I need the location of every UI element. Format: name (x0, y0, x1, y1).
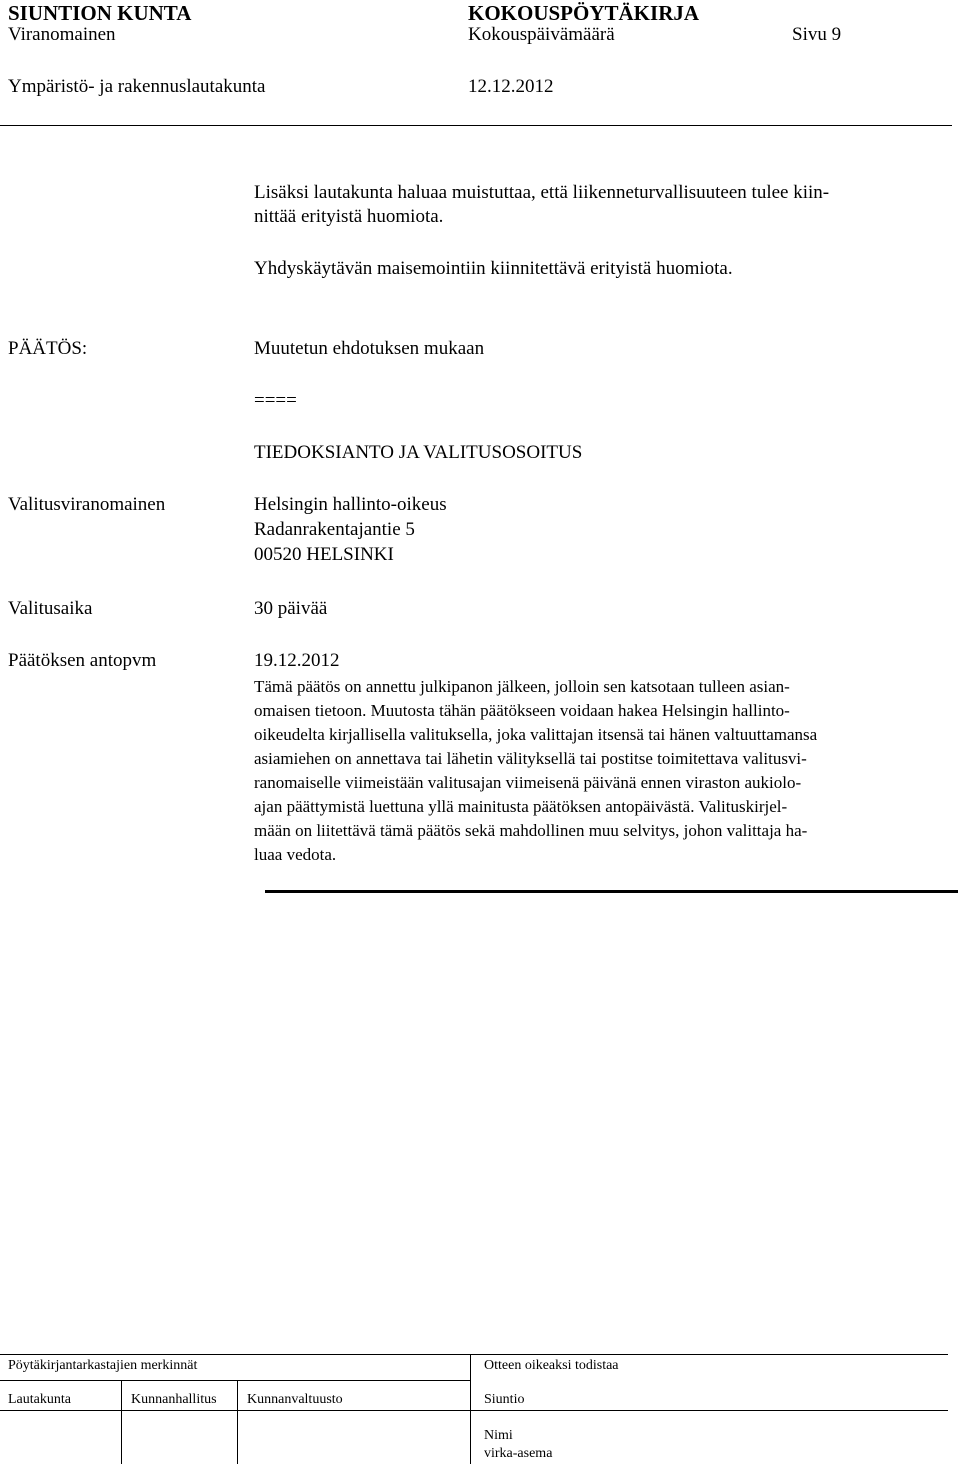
authority-name: Ympäristö- ja rakennuslautakunta (8, 76, 266, 97)
footer-left-rule (0, 1380, 470, 1381)
issue-date: 19.12.2012 (254, 650, 340, 671)
page-number: Sivu 9 (792, 24, 842, 45)
certified-copy-label: Otteen oikeaksi todistaa (484, 1358, 619, 1373)
decision-label: PÄÄTÖS: (8, 338, 88, 359)
appeal-instructions-line: oikeudelta kirjallisella valituksella, joka valittajan itsensä tai hänen valtuuttamansa (254, 725, 818, 744)
section-end-rule (265, 890, 958, 893)
issue-date-label: Päätöksen antopvm (8, 650, 157, 671)
paragraph-1-line-1: Lisäksi lautakunta haluaa muistuttaa, että liikenneturvallisuuteen tulee kiin- (254, 182, 830, 203)
appeal-instructions-line: omaisen tietoon. Muutosta tähän päätökseen voidaan hakea Helsingin hallinto- (254, 701, 790, 720)
appeal-period: 30 päivää (254, 598, 328, 619)
document-type: KOKOUSPÖYTÄKIRJA (468, 1, 700, 25)
notice-heading: TIEDOKSIANTO JA VALITUSOSOITUS (254, 442, 583, 463)
appeal-instructions-line: ranomaiselle viimeistään valitusajan viimeisenä päivänä ennen viraston aukiolo- (254, 773, 802, 792)
footer-top-rule (0, 1354, 948, 1355)
appeal-authority-line-2: Radanrakentajantie 5 (254, 519, 415, 540)
paragraph-1-line-2: nittää erityistä huomiota. (254, 206, 444, 227)
footer-place: Siuntio (484, 1392, 525, 1407)
appeal-authority-line-3: 00520 HELSINKI (254, 544, 394, 565)
meeting-date: 12.12.2012 (468, 76, 554, 97)
footer-name-label: Nimi (484, 1428, 513, 1443)
appeal-period-label: Valitusaika (8, 598, 93, 619)
appeal-instructions (254, 675, 817, 867)
header-divider (0, 125, 952, 126)
appeal-authority-label: Valitusviranomainen (8, 494, 166, 515)
appeal-instructions-line: asiamiehen on annettava tai lähetin välityksellä tai postitse toimitettava valitusvi- (254, 749, 807, 768)
footer-col-municipal-board: Kunnanhallitus (131, 1392, 217, 1407)
municipality-name: SIUNTION KUNTA (8, 1, 192, 25)
review-notes-label: Pöytäkirjantarkastajien merkinnät (8, 1358, 198, 1373)
footer-col-board: Lautakunta (8, 1392, 71, 1407)
authority-label: Viranomainen (8, 24, 116, 45)
footer-col-divider-1 (121, 1381, 122, 1464)
separator-text: ==== (254, 390, 297, 411)
footer-col-divider-3 (470, 1355, 471, 1464)
footer-mid-rule (0, 1410, 948, 1411)
footer-title-label: virka-asema (484, 1446, 553, 1461)
appeal-instructions-line: Tämä päätös on annettu julkipanon jälkeen, jolloin sen katsotaan tulleen asian- (254, 677, 790, 696)
meeting-date-label: Kokouspäivämäärä (468, 24, 615, 45)
paragraph-2: Yhdyskäytävän maisemointiin kiinnitettävä erityistä huomiota. (254, 258, 733, 279)
footer-col-municipal-council: Kunnanvaltuusto (247, 1392, 343, 1407)
appeal-instructions-line: mään on liitettävä tämä päätös sekä mahdollinen muu selvitys, johon valittaja ha- (254, 821, 808, 840)
footer-col-divider-2 (237, 1381, 238, 1464)
decision-text: Muutetun ehdotuksen mukaan (254, 338, 485, 359)
appeal-instructions-line: luaa vedota. (254, 845, 337, 864)
appeal-authority-line-1: Helsingin hallinto-oikeus (254, 494, 447, 515)
appeal-instructions-line: ajan päättymistä luettuna yllä mainitusta päätöksen antopäivästä. Valituskirjel- (254, 797, 788, 816)
